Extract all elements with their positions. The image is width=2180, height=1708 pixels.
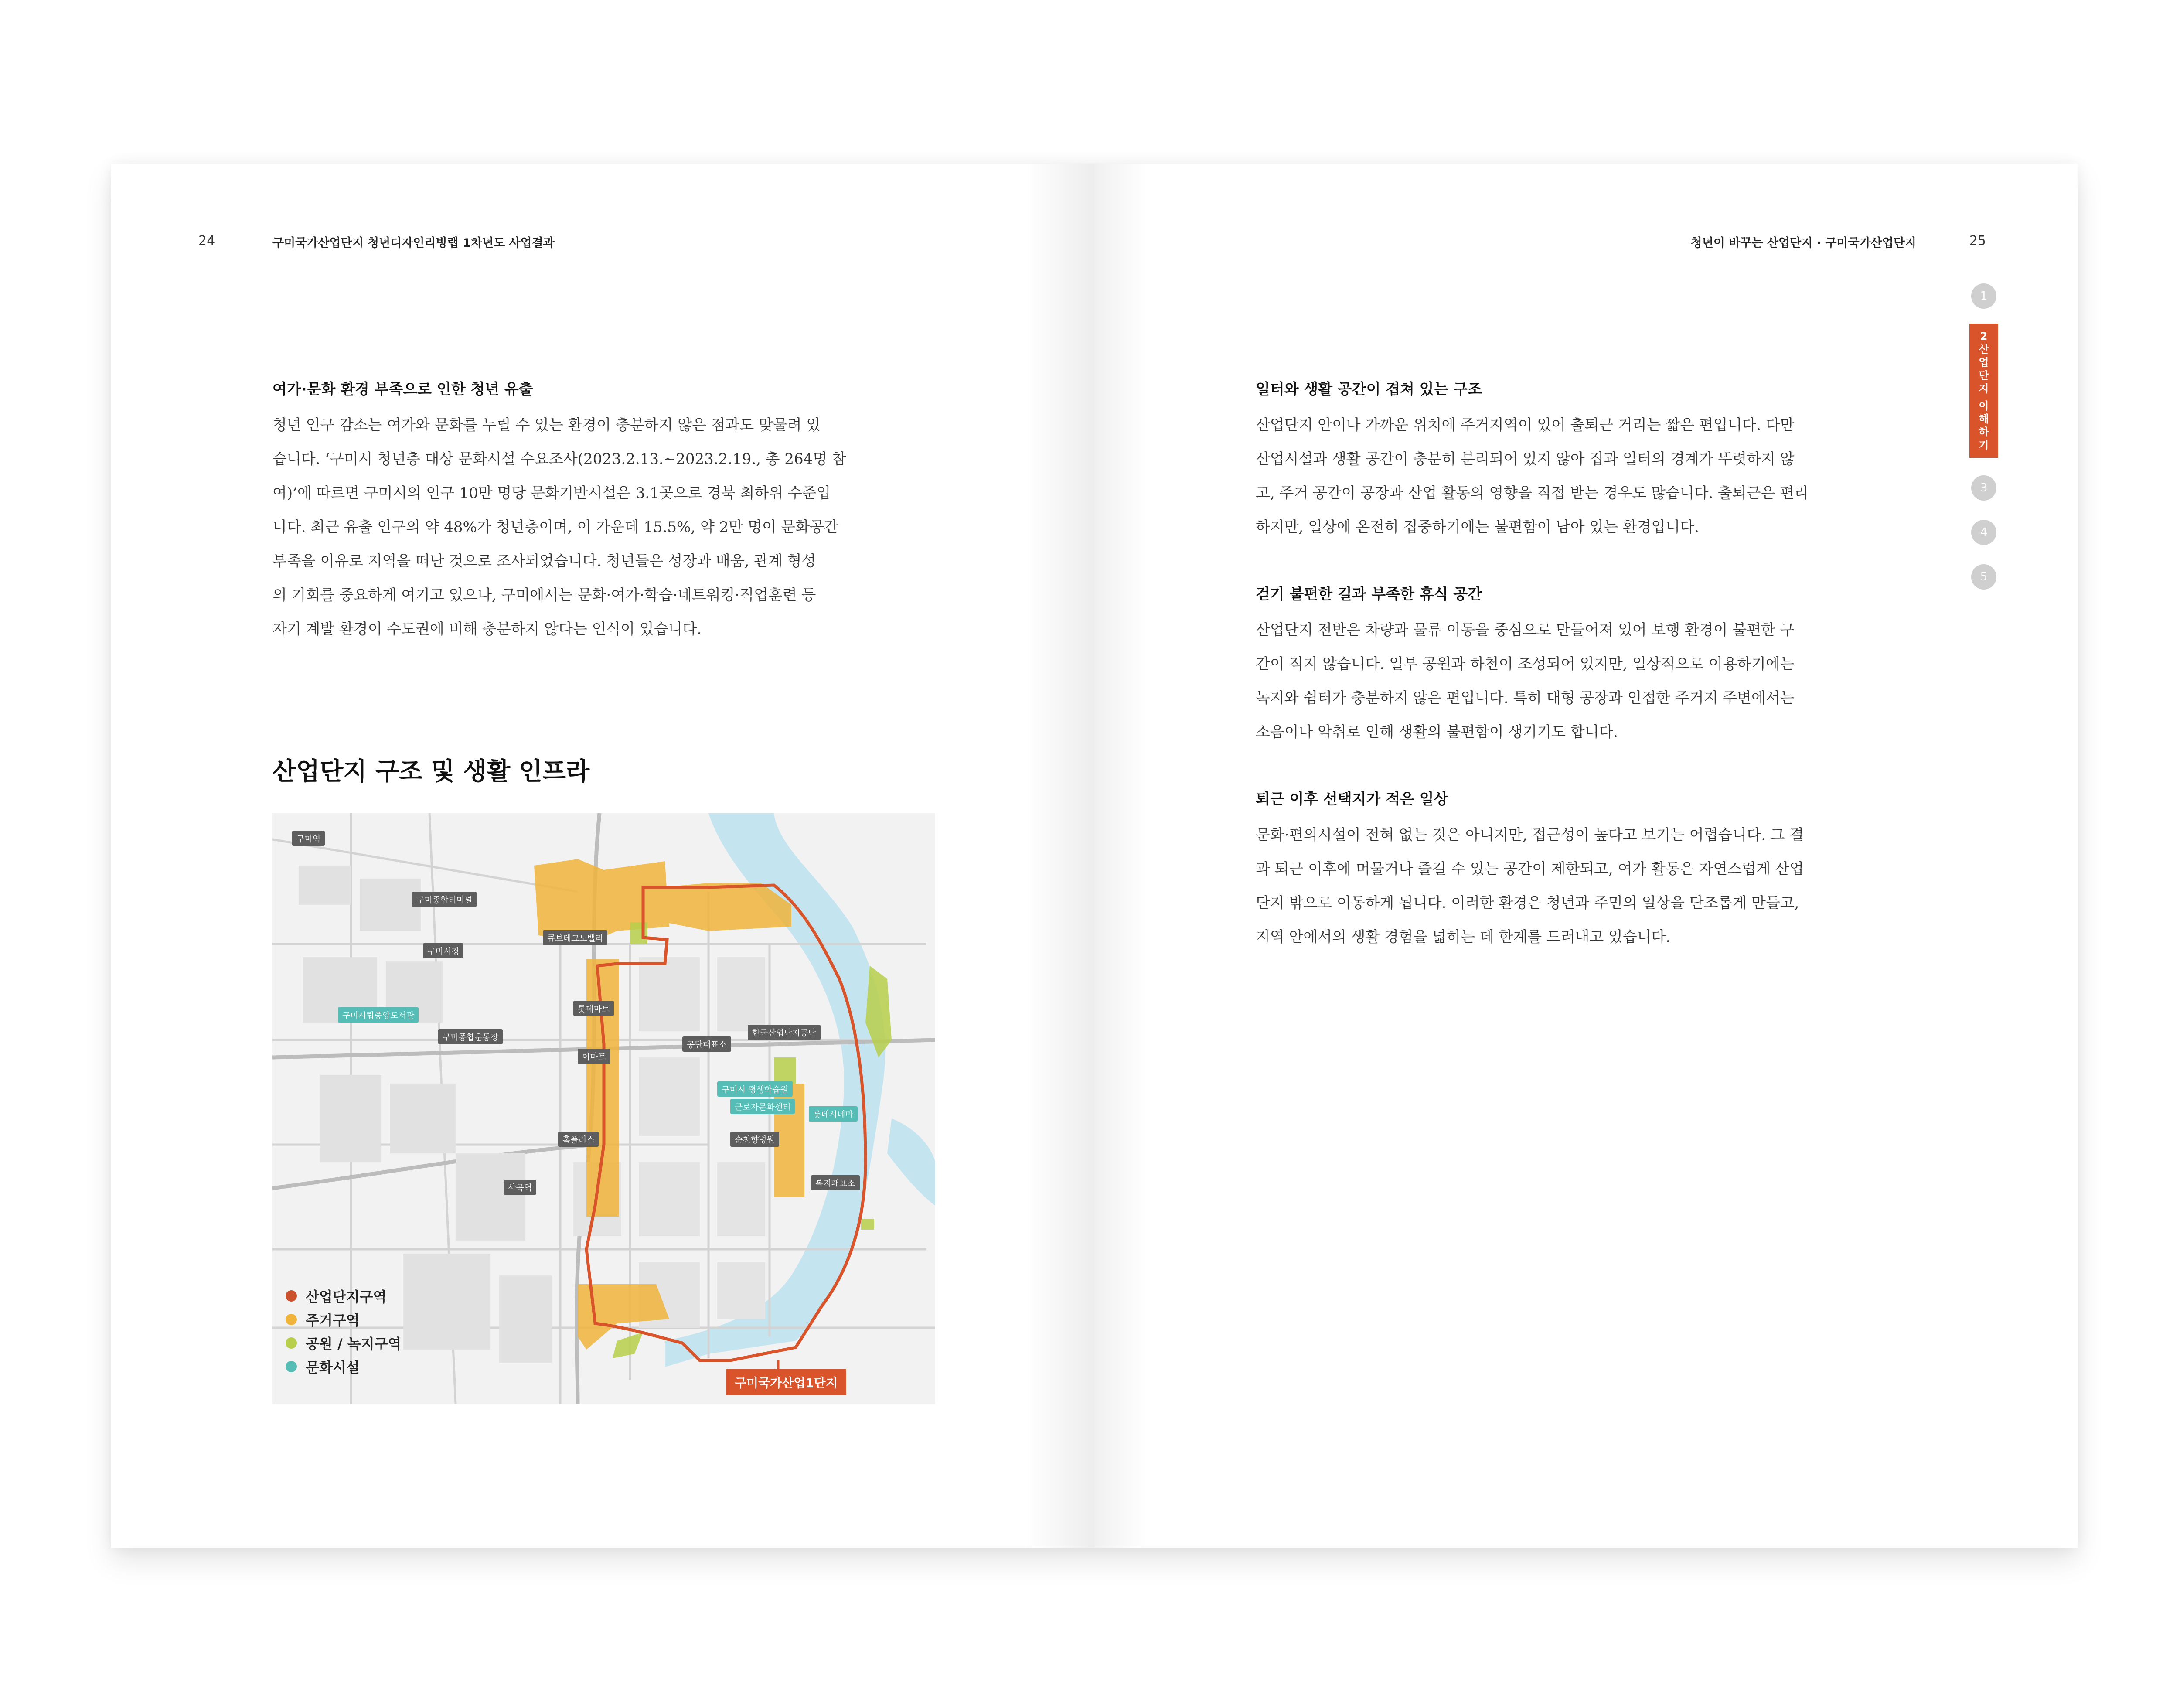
body-line: 녹지와 쉼터가 충분하지 않은 편입니다. 특히 대형 공장과 인접한 주거지 주변에서는 bbox=[1256, 689, 1795, 707]
body-line: 지역 안에서의 생활 경험을 넓히는 데 한계를 드러내고 있습니다. bbox=[1256, 928, 1671, 946]
legend-dot-green bbox=[286, 1337, 297, 1349]
legend-label: 공원 / 녹지구역 bbox=[306, 1336, 402, 1352]
map-label: 롯데마트 bbox=[573, 1001, 614, 1016]
chapter-active-char: 지 bbox=[1979, 382, 1989, 395]
running-head-right: 청년이 바꾸는 산업단지 · 구미국가산업단지 bbox=[1690, 236, 1916, 250]
map-label: 홈플러스 bbox=[558, 1132, 599, 1147]
chapter-tab-3[interactable]: 3 bbox=[1971, 475, 1996, 501]
map-title: 산업단지 구조 및 생활 인프라 bbox=[272, 757, 590, 786]
chapter-tab-5[interactable]: 5 bbox=[1971, 564, 1996, 590]
map-label: 한국산업단지공단 bbox=[748, 1025, 821, 1040]
map-label: 이마트 bbox=[578, 1049, 610, 1064]
body-line: 하지만, 일상에 온전히 집중하기에는 불편함이 남아 있는 환경입니다. bbox=[1256, 518, 1699, 536]
section-title: 일터와 생활 공간이 겹쳐 있는 구조 bbox=[1256, 381, 1482, 398]
map-label: 공단패표소 bbox=[682, 1036, 731, 1052]
legend-item bbox=[286, 1308, 401, 1331]
section-title: 퇴근 이후 선택지가 적은 일상 bbox=[1256, 791, 1448, 808]
district-label: 구미국가산업1단지 bbox=[726, 1369, 846, 1395]
legend-item bbox=[286, 1284, 401, 1308]
body-line: 산업시설과 생활 공간이 충분히 분리되어 있지 않아 집과 일터의 경계가 뚜렷하지 않 bbox=[1256, 450, 1795, 468]
book-spread bbox=[111, 164, 2078, 1548]
map-label: 구미종합터미널 bbox=[412, 892, 477, 907]
map-label: 구미시청 bbox=[423, 943, 463, 958]
industrial-complex-map bbox=[272, 813, 935, 1404]
body-line: 간이 적지 않습니다. 일부 공원과 하천이 조성되어 있지만, 일상적으로 이용하기에는 bbox=[1256, 655, 1795, 673]
section-body bbox=[1256, 818, 1875, 954]
body-line: 소음이나 악취로 인해 생활의 불편함이 생기기도 합니다. bbox=[1256, 723, 1618, 741]
gutter-shadow-right bbox=[1094, 164, 1147, 1548]
body-line: 과 퇴근 이후에 머물거나 즐길 수 있는 공간이 제한되고, 여가 활동은 자연스럽게 산업 bbox=[1256, 860, 1804, 878]
chapter-nav bbox=[1969, 283, 1999, 590]
body-line: 습니다. ‘구미시 청년층 대상 문화시설 수요조사(2023.2.13.~2023.2.19., 총 264명 참 bbox=[272, 450, 846, 468]
body-line: 청년 인구 감소는 여가와 문화를 누릴 수 있는 환경이 충분하지 않은 점과도 맞물려 있 bbox=[272, 416, 821, 434]
chapter-tab-4[interactable]: 4 bbox=[1971, 520, 1996, 545]
map-label-culture: 구미시립중앙도서관 bbox=[338, 1007, 419, 1023]
section-title: 걷기 불편한 길과 부족한 휴식 공간 bbox=[1256, 586, 1482, 603]
left-page bbox=[111, 164, 1094, 1548]
body-line: 여)’에 따르면 구미시의 인구 10만 명당 문화기반시설은 3.1곳으로 경북 최하위 수준입 bbox=[272, 484, 831, 502]
map-label-culture: 구미시 평생학습원 bbox=[717, 1081, 793, 1097]
body-line: 문화·편의시설이 전혀 없는 것은 아니지만, 접근성이 높다고 보기는 어렵습니다. 그 결 bbox=[1256, 826, 1804, 844]
map-label: 복지패표소 bbox=[811, 1175, 860, 1190]
body-line: 고, 주거 공간이 공장과 산업 활동의 영향을 직접 받는 경우도 많습니다. 출퇴근은 편리 bbox=[1256, 484, 1809, 502]
legend-dot-industrial bbox=[286, 1290, 297, 1302]
section-body bbox=[1256, 613, 1875, 749]
legend-item bbox=[286, 1355, 401, 1378]
section-youth-outflow bbox=[272, 377, 918, 646]
section-after-work bbox=[1256, 787, 1875, 954]
map-legend bbox=[286, 1284, 401, 1378]
legend-item bbox=[286, 1331, 401, 1355]
right-page bbox=[1094, 164, 2078, 1548]
legend-label: 산업단지구역 bbox=[306, 1289, 387, 1305]
chapter-active-char: 이 bbox=[1979, 400, 1989, 412]
map-label: 구미역 bbox=[292, 831, 325, 846]
map-label: 사곡역 bbox=[504, 1180, 536, 1195]
map-label-culture: 근로자문화센터 bbox=[730, 1099, 795, 1114]
section-title: 여가·문화 환경 부족으로 인한 청년 유출 bbox=[272, 381, 533, 398]
chapter-tab-1[interactable]: 1 bbox=[1971, 283, 1996, 309]
chapter-active-char: 단 bbox=[1979, 369, 1989, 382]
chapter-active-char: 업 bbox=[1979, 356, 1989, 368]
legend-label: 주거구역 bbox=[306, 1312, 360, 1329]
map-label: 큐브테크노밸리 bbox=[543, 930, 607, 945]
chapter-active-char: 하 bbox=[1979, 426, 1989, 438]
chapter-active-char: 해 bbox=[1979, 413, 1989, 425]
body-line: 자기 계발 환경이 수도권에 비해 충분하지 않다는 인식이 있습니다. bbox=[272, 620, 702, 638]
legend-dot-culture bbox=[286, 1361, 297, 1372]
legend-dot-residential bbox=[286, 1314, 297, 1325]
map-label-culture: 롯데시네마 bbox=[809, 1106, 858, 1122]
map-label: 구미종합운동장 bbox=[438, 1029, 503, 1044]
section-body bbox=[272, 408, 918, 646]
body-line: 산업단지 전반은 차량과 물류 이동을 중심으로 만들어져 있어 보행 환경이 불편한 구 bbox=[1256, 621, 1795, 639]
map-label: 순천향병원 bbox=[730, 1132, 779, 1147]
legend-label: 문화시설 bbox=[306, 1359, 360, 1376]
gutter-shadow-left bbox=[1025, 164, 1094, 1548]
section-overlap-structure bbox=[1256, 377, 1875, 544]
page-number-left: 24 bbox=[198, 233, 215, 249]
body-line: 의 기회를 중요하게 여기고 있으나, 구미에서는 문화·여가·학습·네트워킹·직업훈련 등 bbox=[272, 586, 816, 604]
chapter-active-number: 2 bbox=[1980, 330, 1988, 342]
page-number-right: 25 bbox=[1969, 233, 1986, 249]
section-walking-rest bbox=[1256, 582, 1875, 749]
running-head-left: 구미국가산업단지 청년디자인리빙랩 1차년도 사업결과 bbox=[272, 236, 555, 250]
body-line: 니다. 최근 유출 인구의 약 48%가 청년층이며, 이 가운데 15.5%, 약 2만 명이 문화공간 bbox=[272, 518, 838, 536]
body-line: 단지 밖으로 이동하게 됩니다. 이러한 환경은 청년과 주민의 일상을 단조롭게 만들고, bbox=[1256, 894, 1799, 912]
body-line: 산업단지 안이나 가까운 위치에 주거지역이 있어 출퇴근 거리는 짧은 편입니다. 다만 bbox=[1256, 416, 1795, 434]
section-body bbox=[1256, 408, 1875, 544]
body-line: 부족을 이유로 지역을 떠난 것으로 조사되었습니다. 청년들은 성장과 배움, 관계 형성 bbox=[272, 552, 816, 570]
chapter-tab-active[interactable] bbox=[1969, 324, 1998, 458]
chapter-active-char: 기 bbox=[1979, 439, 1989, 451]
chapter-active-char: 산 bbox=[1979, 343, 1989, 355]
